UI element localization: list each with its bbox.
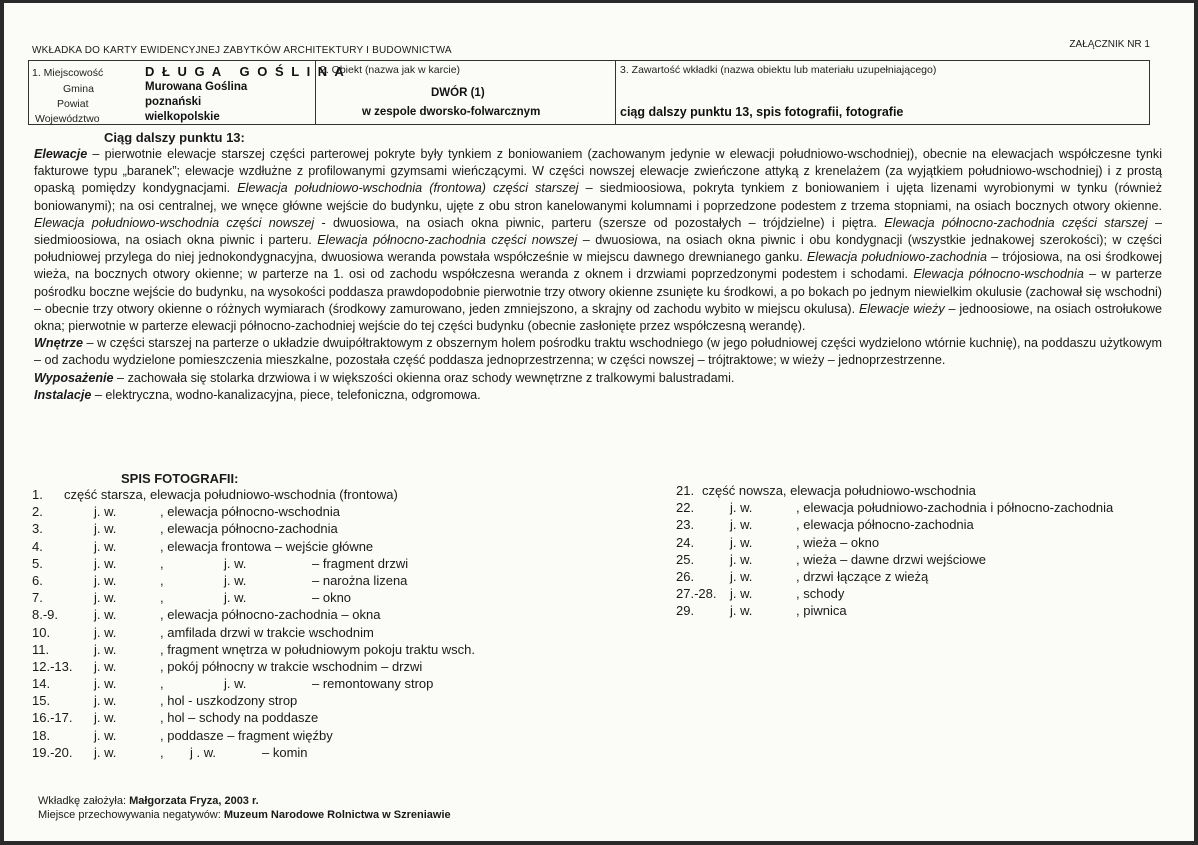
photo-ditto: j. w. — [730, 568, 753, 584]
divider — [615, 61, 616, 124]
object-context: w zespole dworsko-folwarcznym — [362, 106, 541, 118]
author-line: Wkładkę założyła: Małgorzata Fryza, 2003 r. — [38, 795, 259, 807]
photo-description: , pokój północny w trakcie wschodnim – drzwi — [160, 658, 423, 674]
photo-number: 18. — [32, 727, 51, 743]
photo-number: 19.-20. — [32, 744, 73, 760]
photo-list-item — [670, 499, 1190, 516]
photo-list-item — [32, 503, 632, 520]
author-name: Małgorzata Fryza, 2003 r. — [129, 795, 259, 807]
photo-ditto: j. w. — [730, 586, 753, 602]
photo-description: , elewacja północno-wschodnia — [160, 504, 340, 520]
photo-number: 6. — [32, 572, 43, 588]
photo-number: 4. — [32, 538, 43, 554]
photo-ditto: j. w. — [730, 534, 753, 550]
photo-number: 25. — [676, 551, 695, 567]
object-label: 2. Obiekt (nazwa jak w karcie) — [320, 64, 461, 76]
photo-detail: – komin — [262, 744, 308, 760]
powiat-value: poznański — [145, 96, 202, 108]
document-sheet — [4, 3, 1194, 841]
photo-ditto: j. w. — [94, 658, 117, 674]
photo-list-item — [670, 585, 1190, 602]
photo-ditto: j. w. — [224, 555, 247, 571]
photo-number: 29. — [676, 603, 695, 619]
photo-ditto: j. w. — [730, 603, 753, 619]
photo-description: , elewacja frontowa – wejście główne — [160, 538, 374, 554]
photo-ditto: j. w. — [224, 676, 247, 692]
photo-list-item — [32, 675, 632, 692]
paragraph-wnetrze: Wnętrze – w części starszej na parterze o układzie dwuipółtraktowym z obszernym holem pośrodku traktu wschodniego (w jego południowej części wydzielono wtórnie kuchnię), na poddaszu użytkowym – od zachodu wydzielone pomieszczenia mieszkalne, pozostała część poddasza jednoprzestrzenna; w części nowszej – trójtraktowe; w wieży – jednoprzestrzenne. — [34, 336, 1162, 368]
photo-list-left — [32, 486, 632, 761]
paragraph-wyposazenie: Wyposażenie – zachowała się stolarka drzwiowa i w większości okienna oraz schody wewnętrzne z tralkowymi balustradami. — [34, 370, 735, 385]
photo-list-title: SPIS FOTOGRAFII: — [121, 471, 239, 486]
photo-ditto: j. w. — [94, 641, 117, 657]
photo-description: , drzwi łączące z wieżą — [796, 568, 929, 584]
photo-description: , — [160, 590, 164, 606]
photo-ditto: j. w. — [224, 590, 247, 606]
photo-description: , — [160, 572, 164, 588]
photo-ditto: j. w. — [730, 517, 753, 533]
photo-number: 10. — [32, 624, 51, 640]
photo-description: , fragment wnętrza w południowym pokoju traktu wsch. — [160, 641, 476, 657]
heading-wyposazenie: Wyposażenie — [34, 370, 114, 385]
heading-instalacje: Instalacje — [34, 387, 92, 402]
photo-ditto: j. w. — [94, 624, 117, 640]
photo-ditto: j. w. — [94, 538, 117, 554]
photo-ditto: j. w. — [94, 693, 117, 709]
info-box — [28, 60, 1150, 125]
photo-number: 15. — [32, 693, 51, 709]
photo-number: 2. — [32, 504, 43, 520]
photo-number: 26. — [676, 568, 695, 584]
photo-number: 16.-17. — [32, 710, 73, 726]
location-label: 1. Miejscowość — [32, 67, 104, 79]
photo-number: 12.-13. — [32, 658, 73, 674]
voivodeship-label: Województwo — [35, 113, 100, 125]
photo-list-item — [32, 538, 632, 555]
photo-ditto: j. w. — [224, 572, 247, 588]
heading-elewacje: Elewacje — [34, 147, 88, 161]
photo-description: , elewacja północno-zachodnia — [160, 521, 338, 537]
storage-line: Miejsce przechowywania negatywów: Muzeum Narodowe Rolnictwa w Szreniawie — [38, 809, 451, 821]
voivodeship-value: wielkopolskie — [145, 111, 220, 123]
photo-list-right — [670, 482, 1190, 620]
photo-list-item — [32, 606, 632, 623]
photo-list-item — [670, 568, 1190, 585]
photo-description: część starsza, elewacja południowo-wschodnia (frontowa) — [64, 487, 398, 502]
photo-number: 24. — [676, 534, 695, 550]
appendix-label: ZAŁĄCZNIK NR 1 — [1069, 39, 1150, 50]
photo-list-item — [670, 534, 1190, 551]
photo-description: , elewacja północno-zachodnia — [796, 517, 974, 533]
photo-description: , elewacja północno-zachodnia – okna — [160, 607, 381, 623]
photo-description: , — [160, 744, 164, 760]
content-label: 3. Zawartość wkładki (nazwa obiektu lub materiału uzupełniającego) — [620, 64, 937, 76]
photo-number: 8.-9. — [32, 607, 59, 623]
section-title: Ciąg dalszy punktu 13: — [104, 130, 245, 145]
photo-list-item — [32, 555, 632, 572]
photo-ditto: j. w. — [94, 676, 117, 692]
photo-description: część nowsza, elewacja południowo-wschodnia — [702, 483, 976, 498]
photo-list-item — [32, 572, 632, 589]
photo-list-item — [32, 520, 632, 537]
description-text — [34, 146, 1162, 404]
object-name: DWÓR (1) — [431, 87, 485, 99]
gmina-value: Murowana Goślina — [145, 81, 248, 93]
photo-ditto: j. w. — [94, 555, 117, 571]
photo-description: , schody — [796, 586, 845, 602]
photo-ditto: j . w. — [190, 744, 217, 760]
photo-ditto: j. w. — [730, 551, 753, 567]
photo-list-item — [32, 744, 632, 761]
photo-detail: – fragment drzwi — [312, 555, 409, 571]
photo-number: 27.-28. — [676, 586, 717, 602]
photo-ditto: j. w. — [94, 572, 117, 588]
photo-ditto: j. w. — [94, 590, 117, 606]
photo-number: 14. — [32, 676, 51, 692]
photo-description: , — [160, 676, 164, 692]
photo-list-item — [32, 486, 632, 503]
photo-ditto: j. w. — [94, 727, 117, 743]
photo-list-item — [32, 658, 632, 675]
paragraph-instalacje: Instalacje – elektryczna, wodno-kanalizacyjna, piece, telefoniczna, odgromowa. — [34, 387, 481, 402]
photo-list-item — [32, 641, 632, 658]
photo-number: 22. — [676, 500, 695, 516]
powiat-label: Powiat — [57, 98, 89, 110]
photo-list-item — [670, 482, 1190, 499]
photo-description: , elewacja południowo-zachodnia i północno-zachodnia — [796, 500, 1114, 516]
photo-list-item — [32, 624, 632, 641]
photo-description: , wieża – dawne drzwi wejściowe — [796, 551, 987, 567]
photo-list-item — [670, 516, 1190, 533]
photo-ditto: j. w. — [94, 607, 117, 623]
photo-list-item — [32, 692, 632, 709]
photo-description: , hol - uszkodzony strop — [160, 693, 298, 709]
photo-number: 5. — [32, 555, 43, 571]
photo-ditto: j. w. — [94, 521, 117, 537]
photo-list-item — [32, 727, 632, 744]
photo-ditto: j. w. — [730, 500, 753, 516]
photo-ditto: j. w. — [94, 710, 117, 726]
photo-ditto: j. w. — [94, 744, 117, 760]
heading-wnetrze: Wnętrze — [34, 336, 83, 351]
photo-description: , poddasze – fragment więźby — [160, 727, 333, 743]
photo-description: , hol – schody na poddasze — [160, 710, 319, 726]
photo-list-item — [670, 551, 1190, 568]
photo-description: , — [160, 555, 164, 571]
photo-number: 3. — [32, 521, 43, 537]
content-value: ciąg dalszy punktu 13, spis fotografii, fotografie — [620, 105, 904, 119]
photo-detail: – okno — [312, 590, 352, 606]
photo-number: 7. — [32, 590, 43, 606]
photo-detail: – remontowany strop — [312, 676, 434, 692]
photo-list-item — [32, 709, 632, 726]
photo-number: 11. — [32, 641, 50, 657]
photo-description: , amfilada drzwi w trakcie wschodnim — [160, 624, 374, 640]
photo-number: 21. — [676, 483, 695, 498]
gmina-label: Gmina — [63, 83, 94, 95]
location-value: D Ł U G A G O Ś L I N A — [145, 64, 346, 79]
photo-number: 1. — [32, 487, 43, 502]
photo-ditto: j. w. — [94, 504, 117, 520]
header-title: WKŁADKA DO KARTY EWIDENCYJNEJ ZABYTKÓW ARCHITEKTURY I BUDOWNICTWA — [32, 45, 452, 56]
photo-list-item — [32, 589, 632, 606]
storage-location: Muzeum Narodowe Rolnictwa w Szreniawie — [223, 809, 451, 821]
photo-detail: – narożna lizena — [312, 572, 408, 588]
photo-number: 23. — [676, 517, 695, 533]
paragraph-elewacje: Elewacje – pierwotnie elewacje starszej części parterowej pokryte były tynkiem z boniowaniem (zachowanym jedynie w elewacji południowo-wschodniej), obecnie na elewacjach współczesne tynki fakturowe typu „baranek”; elewacje wzdłużne z profilowanymi gzymsami wieńczącymi. W części nowszej elewacje zwieńczone attyką z krenelażem (za wyjątkiem południowo-wschodniej) i z prostą opaską pomiędzy kondygnacjami. Elewacja południowo-wschodnia (frontowa) części starszej – siedmioosiowa, pokryta tynkiem z boniowaniem i ujęta lizenami wyrobionymi w tynku (również boniowanymi); na osi centralnej, we wnęce główne wejście do budynku, ujęte z obu stron kanelowanymi kolumnami i poprzedzone podestem z trzema stopniami, na osiach bocznych otwory okienne. Elewacja południowo-wschodnia części nowszej - dwuosiowa, na osiach okna piwnic, parteru (szersze od pozostałych – trójdzielne) i piętra. Elewacja północno-zachodnia części starszej – siedmioosiowa, na osiach okna piwnic i parteru. Elewacja północno-zachodnia części nowszej – dwuosiowa, na osiach okna piwnic i obu kondygnacji (wszystkie jednakowej szerokości); w części południowej przylega do niej jednokondygnacyjna, dwuosiowa weranda powstała współcześnie w miejscu dawnego drewnianego ganku. Elewacja południowo-zachodnia – trójosiowa, na osi środkowej wieża, na bocznych otwory okienne; w parterze na 1. osi od zachodu współczesna weranda z oknem i drzwiami poprzedzonymi podestem i schodami. Elewacja północno-wschodnia – w parterze pośrodku boczne wejście do budynku, na wysokości poddasza prawdopodobnie pierwotnie trzy otwory okienne zsunięte ku środkowi, a po bokach po jednym niewielkim okulusie (zachował się wschodni) – obecnie trzy otwory okienne o różnych wymiarach (środkowy zamurowano, jeden zmniejszono, a skrajny od zachodu wybito w miejscu okulusa). Elewacje wieży – jednoosiowe, na osiach ostrołukowe okna; pierwotnie w parterze elewacji północno-zachodniej wejście do tej części budynku (obecnie zasłonięte przez współczesną werandę). — [34, 147, 1163, 334]
photo-description: , piwnica — [796, 603, 847, 619]
photo-list-item — [670, 602, 1190, 619]
photo-description: , wieża – okno — [796, 534, 880, 550]
